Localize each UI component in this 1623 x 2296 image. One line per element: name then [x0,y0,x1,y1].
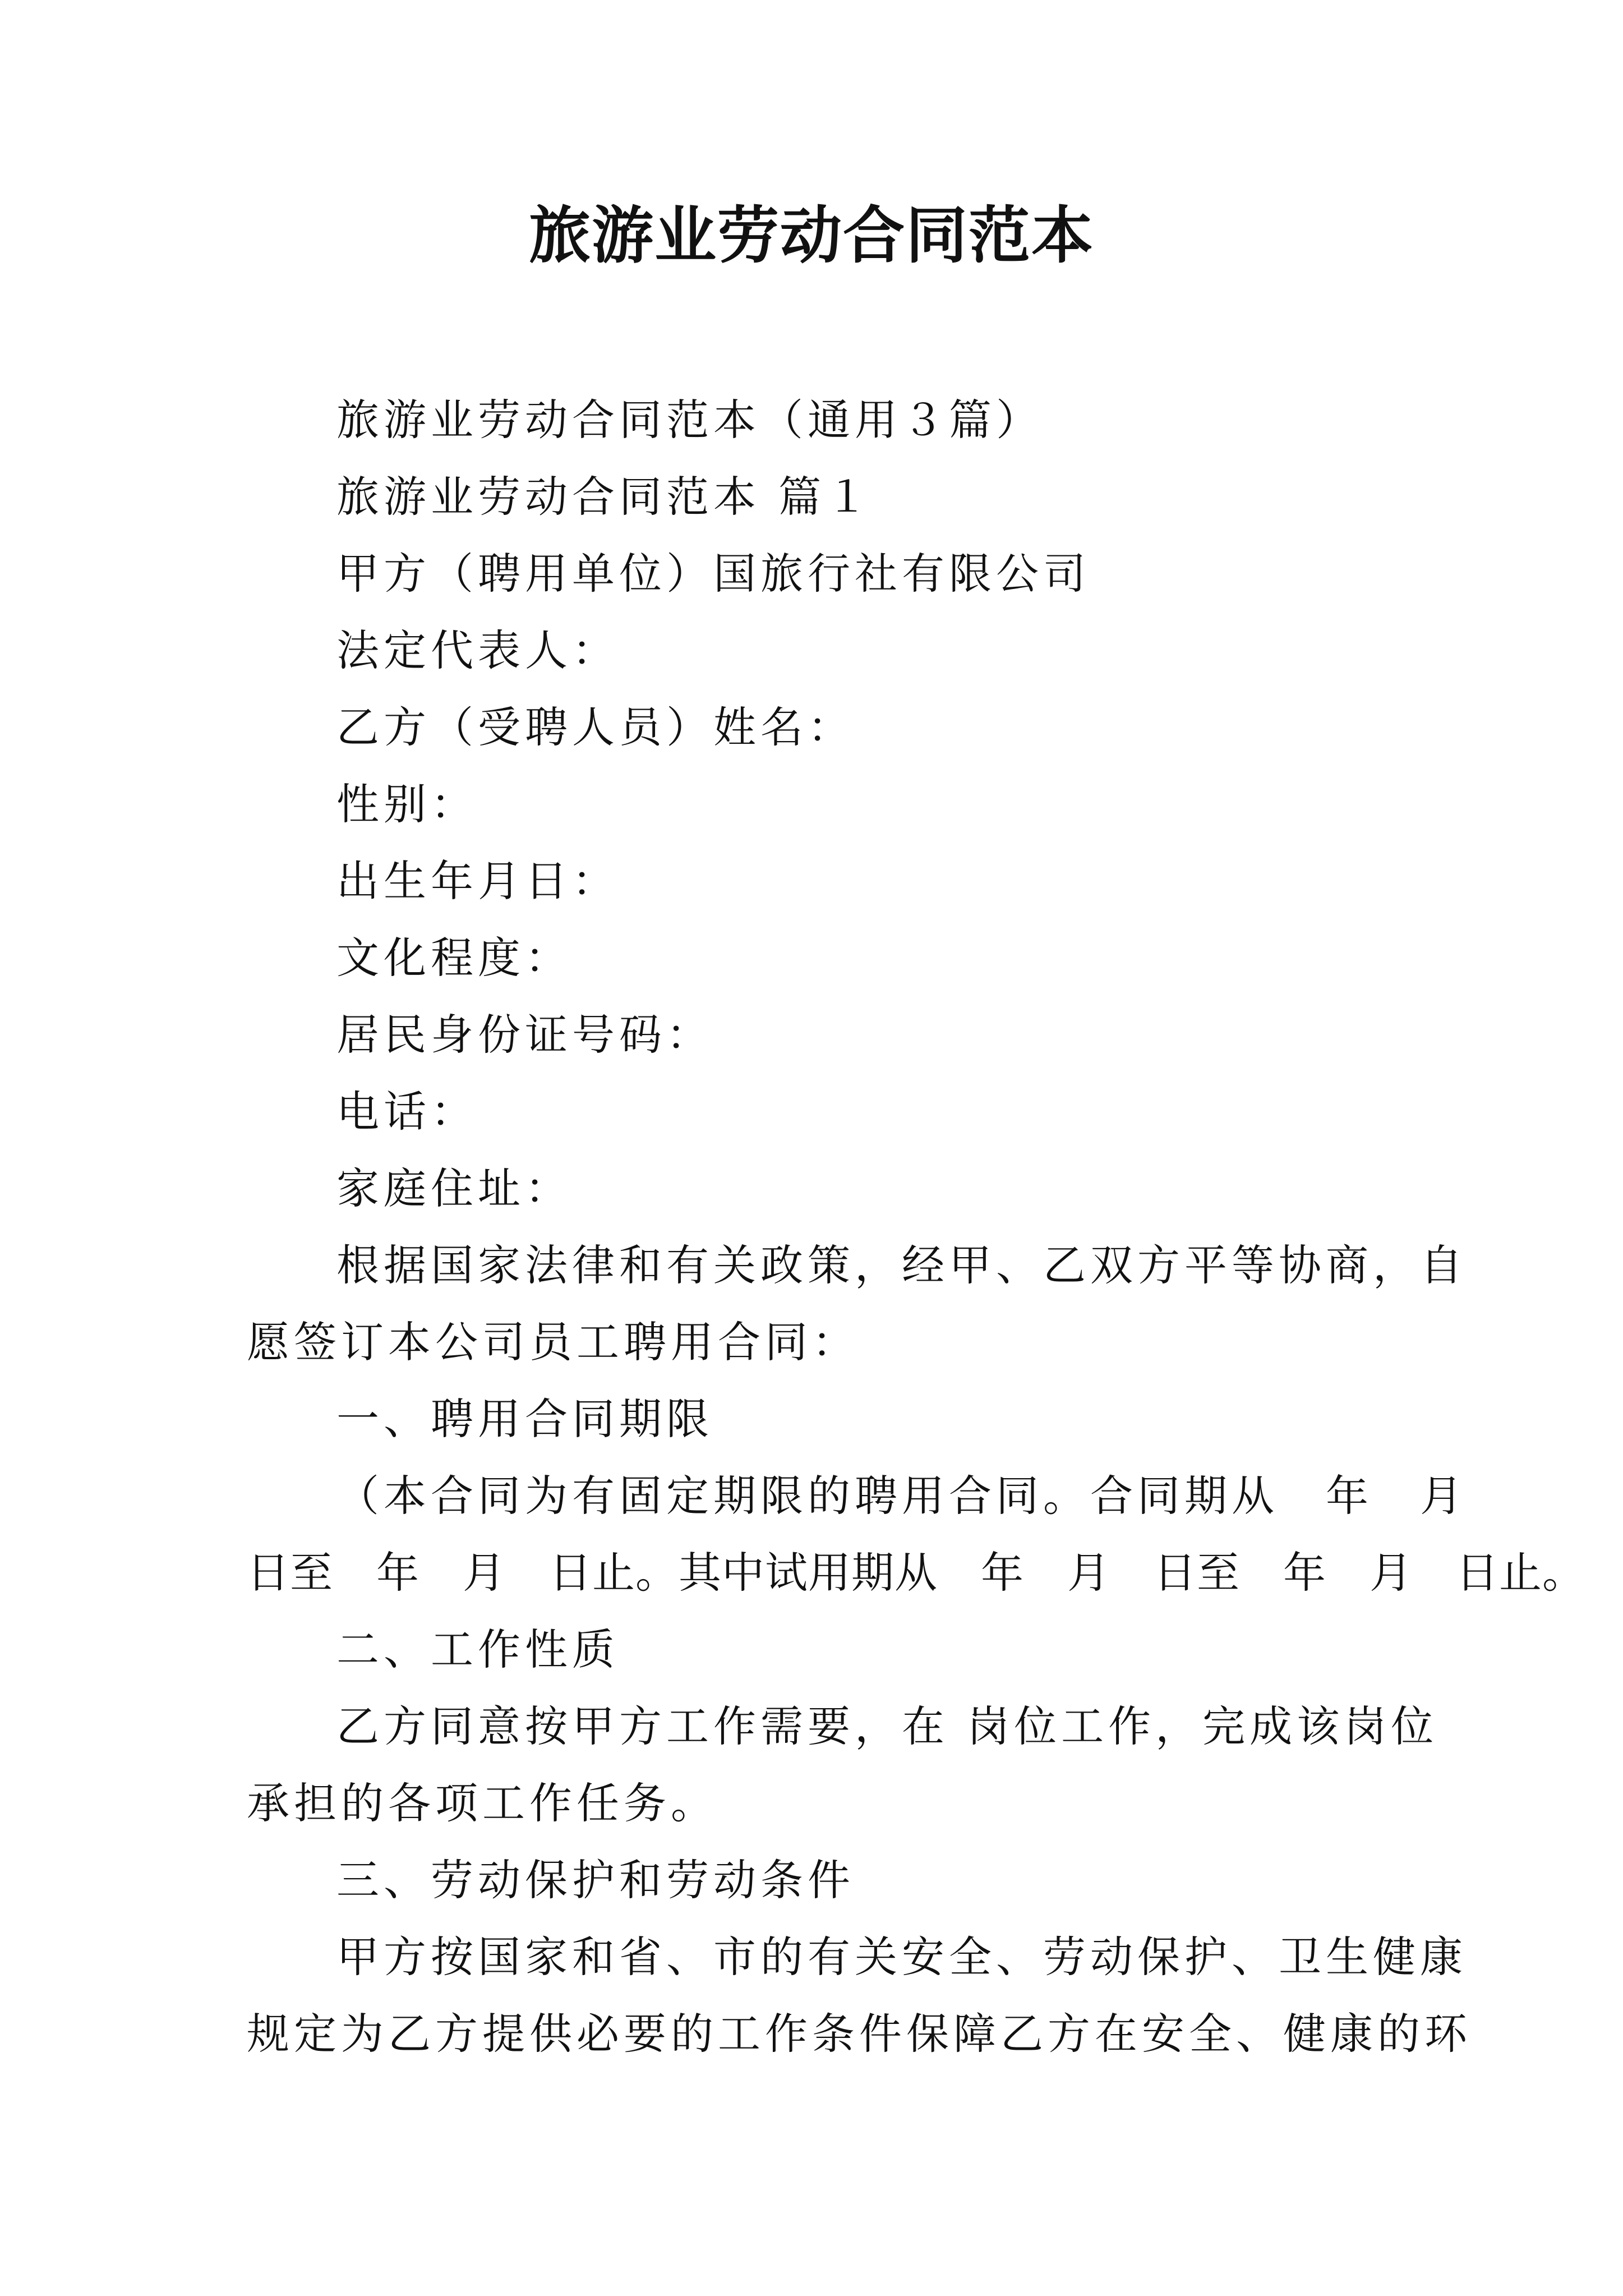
paragraph-line: （本合同为有固定期限的聘用合同。合同期从 年 月 [336,1471,1467,1521]
paragraph-line: 日至 年 月 日止。其中试用期从 年 月 日至 年 月 日止。 [247,1548,1585,1598]
phone-line: 电话： [336,1087,478,1137]
clause-heading: 二、工作性质 [336,1625,619,1674]
paragraph-line: 愿签订本公司员工聘用合同： [247,1317,859,1367]
gender-line: 性别： [336,779,478,829]
document-title: 旅游业劳动合同范本 [529,199,1094,272]
legal-representative-line: 法定代表人： [336,625,619,675]
paragraph-line: 规定为乙方提供必要的工作条件保障乙方在安全、健康的环 [247,2009,1472,2059]
party-b-name-line: 乙方（受聘人员）姓名： [336,702,855,752]
address-line: 家庭住址： [336,1163,572,1213]
paragraph-line: 承担的各项工作任务。 [247,1778,718,1828]
id-number-line: 居民身份证号码： [336,1010,713,1060]
paragraph-line: 甲方按国家和省、市的有关安全、劳动保护、卫生健康 [336,1932,1467,1982]
document-body [247,381,1585,2072]
education-line: 文化程度： [336,933,572,983]
party-a-line: 甲方（聘用单位）国旅行社有限公司 [336,549,1090,599]
clause-heading: 一、聘用合同期限 [336,1394,713,1444]
birth-date-line: 出生年月日： [336,856,619,906]
section-heading: 旅游业劳动合同范本 篇１ [336,472,873,522]
paragraph-line: 根据国家法律和有关政策，经甲、乙双方平等协商，自 [336,1240,1467,1290]
subtitle-line: 旅游业劳动合同范本（通用３篇） [336,395,1043,445]
paragraph-line: 乙方同意按甲方工作需要，在 岗位工作，完成该岗位 [336,1701,1438,1751]
clause-heading: 三、劳动保护和劳动条件 [336,1855,855,1905]
